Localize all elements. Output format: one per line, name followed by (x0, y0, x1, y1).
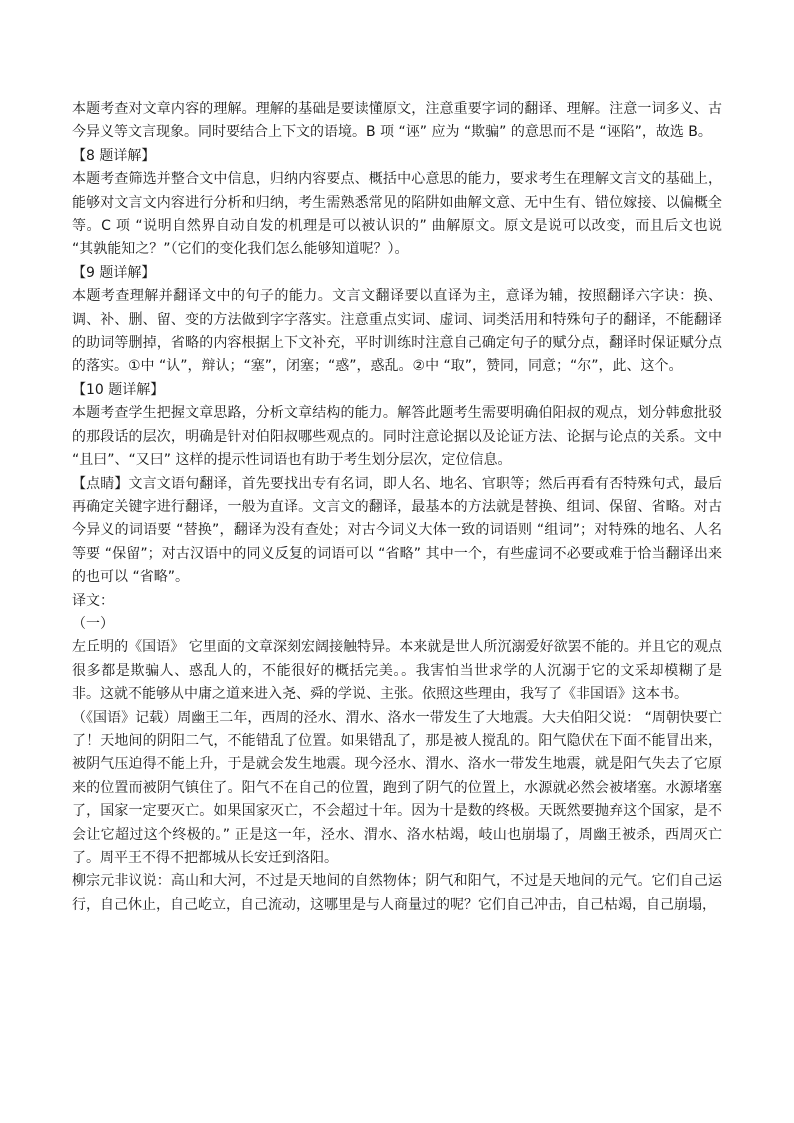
document-page (72, 98, 722, 917)
heading-q10: 【10 题详解】 (72, 381, 165, 398)
para-q7-analysis: 本题考查对文章内容的理解。理解的基础是要读懂原文，注意重要字词的翻译、理解。注意一词多义、古今异义等文言现象。同时要结合上下文的语境。B 项 “诬” 应为 “欺骗” 的意思而不是 “诬陷”，故选 B。 (72, 101, 722, 141)
heading-q9: 【9 题详解】 (72, 264, 156, 281)
para-q10-analysis: 本题考查学生把握文章思路，分析文章结构的能力。解答此题考生需要明确伯阳叔的观点，划分韩愈批驳的那段话的层次，明确是针对伯阳叔哪些观点的。同时注意论据以及论证方法、论据与论点的关系。文中 “且曰”、“又曰” 这样的提示性词语也有助于考生划分层次，定位信息。 (72, 405, 722, 469)
label-translation: 译文： (72, 592, 114, 609)
para-q8-analysis: 本题考查筛选并整合文中信息，归纳内容要点、概括中心意思的能力，要求考生在理解文言文的基础上，能够对文言文内容进行分析和归纳，考生需熟悉常见的陷阱如曲解文意、无中生有、错位嫁接、以偏概全等。C 项 “说明自然界自动自发的机理是可以被认识的” 曲解原文。原文是说可以改变，而且后文也说 “其孰能知之？”（它们的变化我们怎么能够知道呢？）。 (72, 171, 722, 258)
para-translation-3: 柳宗元非议说：高山和大河，不过是天地间的自然物体；阴气和阳气，不过是天地间的元气。它们自己运行，自己休止，自己屹立，自己流动，这哪里是与人商量过的呢？它们自己冲击，自己枯竭，自己崩塌， (72, 873, 722, 913)
para-dianjing: 【点睛】文言文语句翻译，首先要找出专有名词，即人名、地名、官职等；然后再看有否特殊句式，最后再确定关键字进行翻译，一般为直译。文言文的翻译，最基本的方法就是替换、组词、保留、省略。对古今异义的词语要 “替换”，翻译为没有查处；对古今词义大体一致的词语则 “组词”；对特殊的地名、人名等要 “保留”；对古汉语中的同义反复的词语可以 “省略” 其中一个，有些虚词不必要或难于恰当翻译出来的也可以 “省略”。 (72, 475, 722, 586)
label-section-1: （一） (72, 615, 114, 632)
heading-q8: 【8 题详解】 (72, 147, 156, 164)
para-q9-analysis: 本题考查理解并翻译文中的句子的能力。文言文翻译要以直译为主，意译为辅，按照翻译六字诀：换、调、补、删、留、变的方法做到字字落实。注意重点实词、虚词、词类活用和特殊句子的翻译，不能翻译的助词等删掉，省略的内容根据上下文补充，平时训练时注意自己确定句子的赋分点，翻译时保证赋分点的落实。①中 “认”，辩认；“塞”，闭塞；“惑”，惑乱。②中 “取”，赞同，同意；“尔”，此、这个。 (72, 288, 722, 375)
para-translation-1: 左丘明的《国语》 它里面的文章深刻宏阔接触特异。本来就是世人所沉溺爱好欲罢不能的。并且它的观点很多都是欺骗人、惑乱人的，不能很好的概括完美。。我害怕当世求学的人沉溺于它的文采却模糊了是非。这就不能够从中庸之道来进入尧、舜的学说、主张。依照这些理由，我写了《非国语》这本书。 (72, 639, 722, 703)
para-translation-2: （《国语》记载）周幽王二年，西周的泾水、渭水、洛水一带发生了大地震。大夫伯阳父说： “周朝快要亡了！天地间的阴阳二气，不能错乱了位置。如果错乱了，那是被人搅乱的。阳气隐伏在下面不能冒出来，被阴气压迫得不能上升，于是就会发生地震。现今泾水、渭水、洛水一带发生地震，就是阳气失去了它原来的位置而被阴气镇住了。阳气不在自己的位置，跑到了阴气的位置上，水源就必然会被堵塞。水源堵塞了，国家一定要灭亡。如果国家灭亡，不会超过十年。因为十是数的终极。天既然要抛弃这个国家，是不会让它超过这个终极的。” 正是这一年，泾水、渭水、洛水枯竭，岐山也崩塌了，周幽王被杀，西周灭亡了。周平王不得不把都城从长安迁到洛阳。 (72, 709, 722, 866)
